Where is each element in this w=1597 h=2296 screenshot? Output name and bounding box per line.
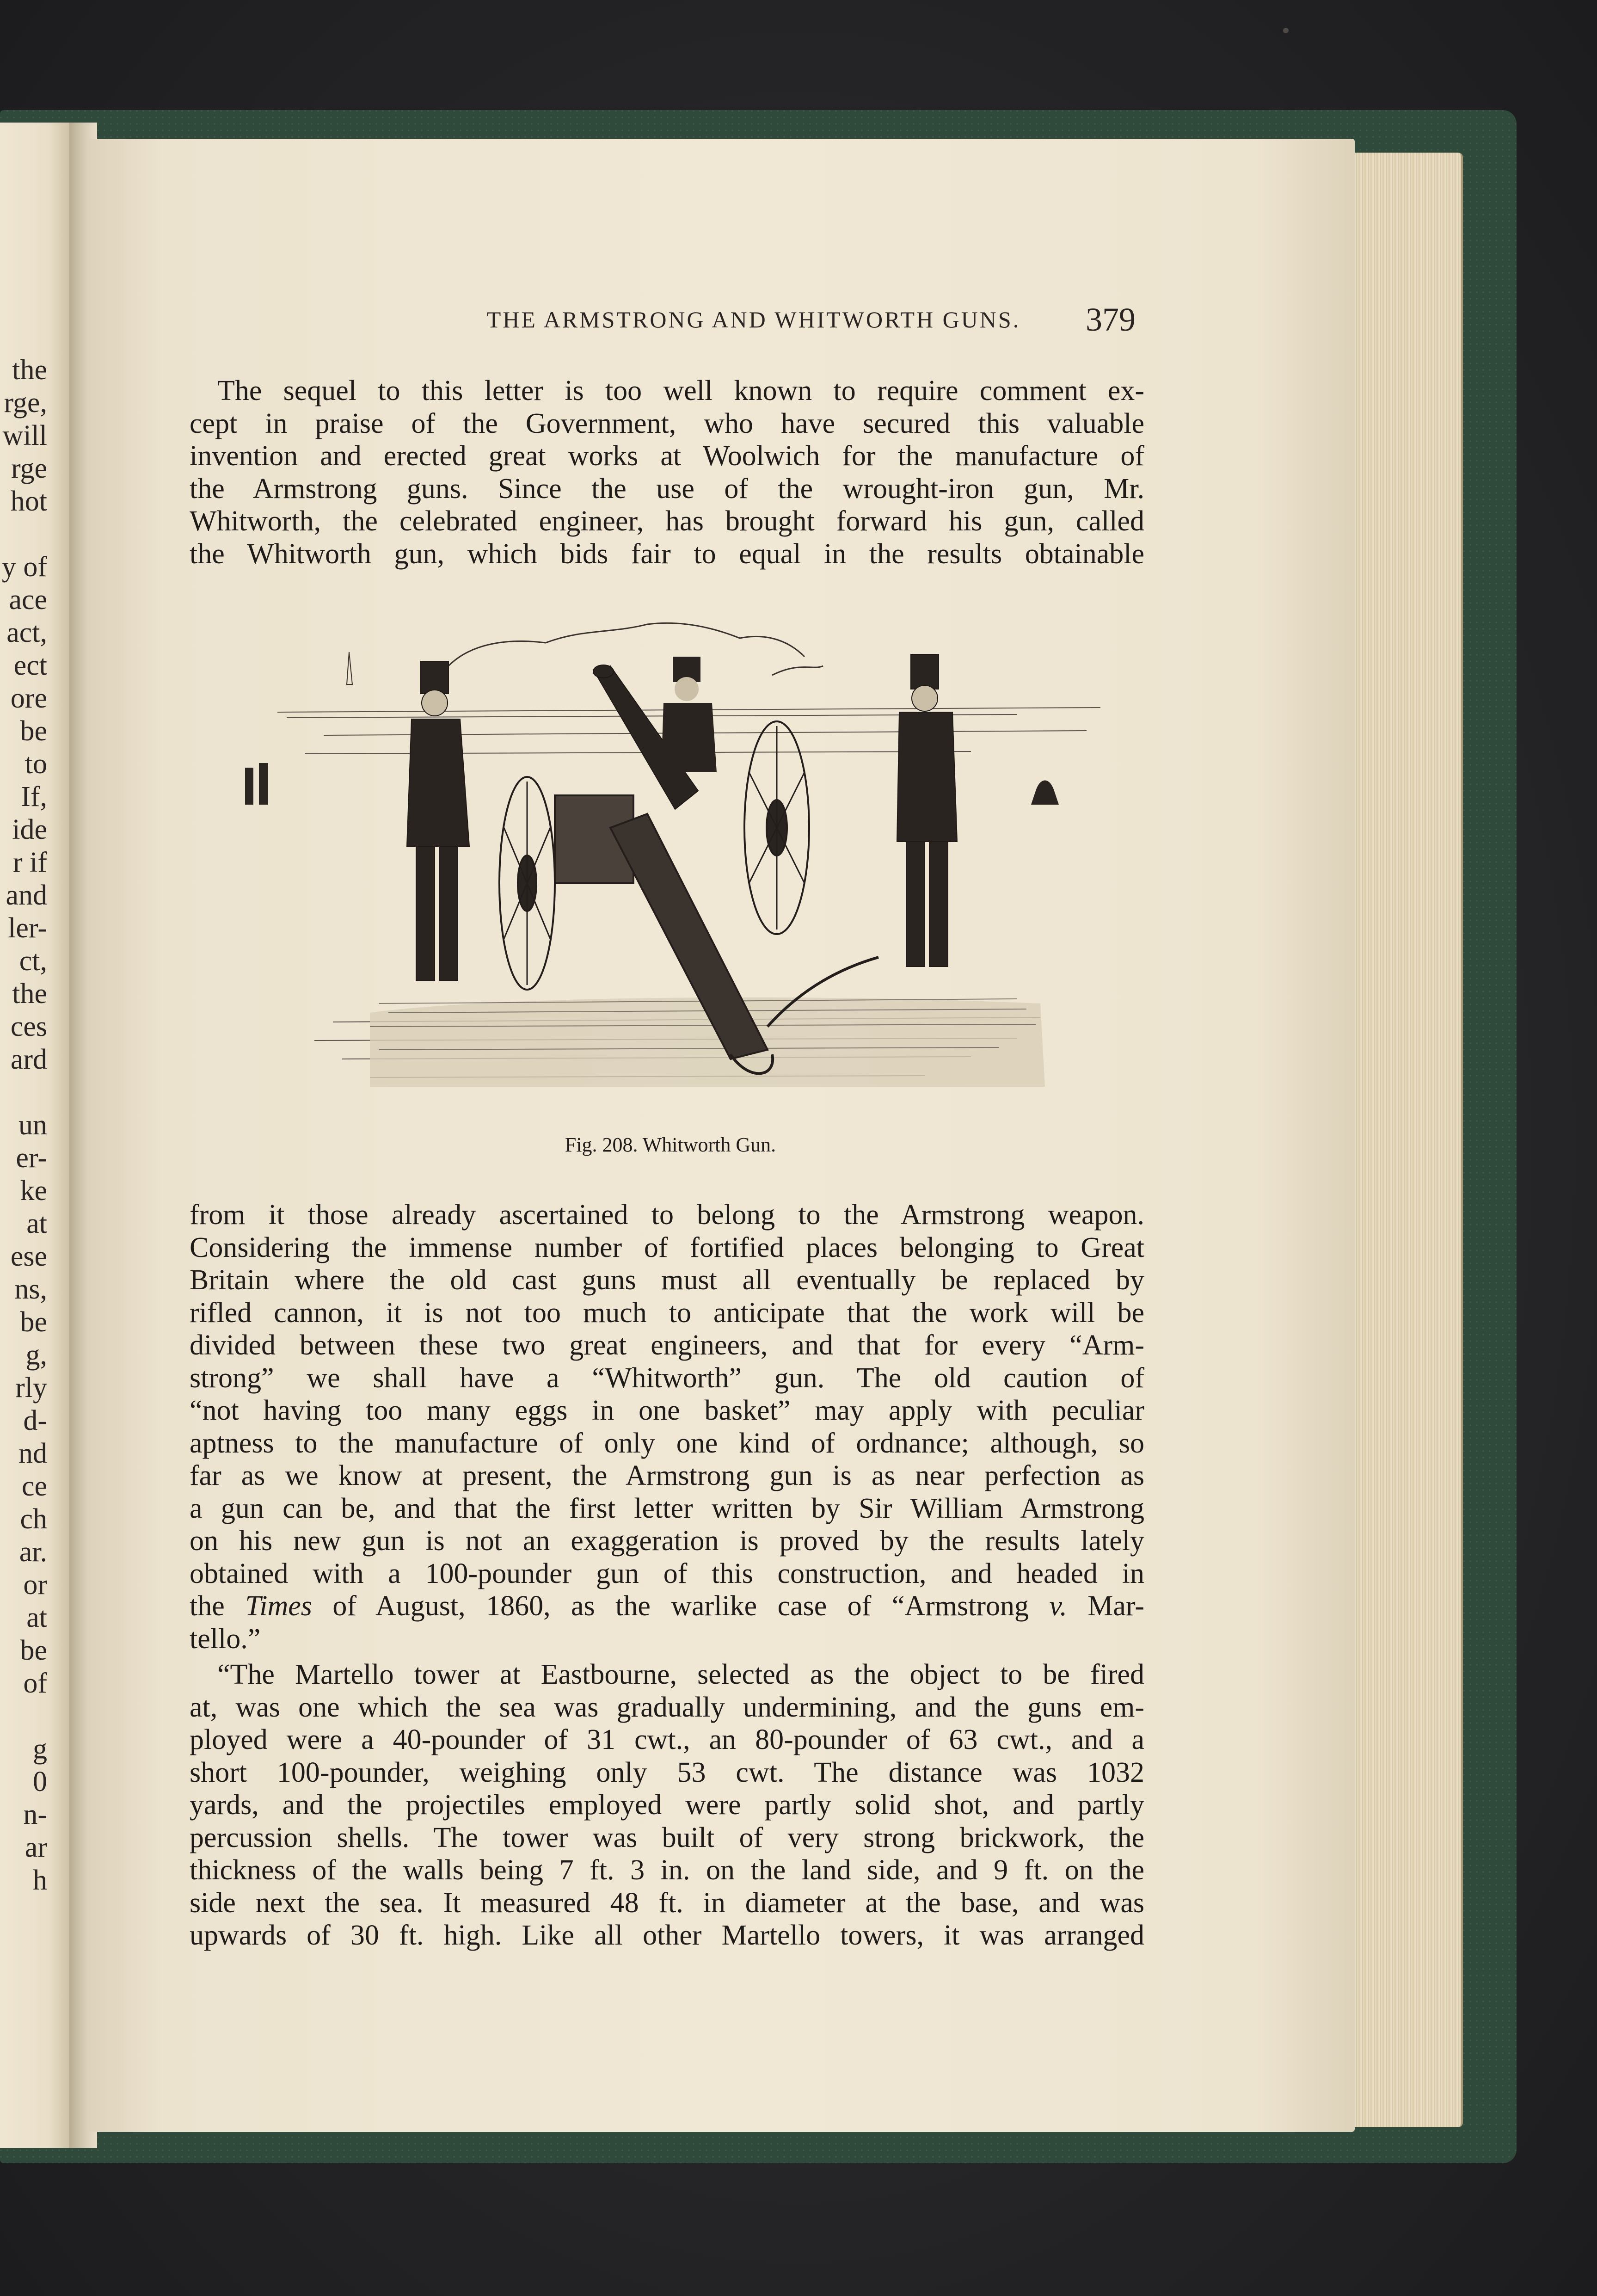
left-page-text-fragments [0,354,69,1897]
text-line: invention and erected great works at Woolwich for the manufacture of [190,440,1144,472]
left-page-fragment: or [23,1569,47,1600]
text-line: the Armstrong guns. Since the use of the wrought-iron gun, Mr. [190,473,1144,505]
left-page-fragment: un [18,1109,47,1141]
text-line: the Whitworth gun, which bids fair to equal in the results obtainable [190,538,1144,570]
text-line: obtained with a 100-pounder gun of this construction, and headed in [190,1557,1144,1589]
text-line: The sequel to this letter is too well known to require comment ex- [217,375,1144,406]
left-page-fragment: be [20,1306,47,1338]
text-line: far as we know at present, the Armstrong gun is as near perfection as [190,1460,1144,1491]
figure-illustration [231,597,1110,1101]
left-page-fragment: to [25,748,47,780]
left-page-fragment: the [12,354,47,386]
text-line: “The Martello tower at Eastbourne, selected as the object to be fired [217,1659,1144,1690]
text-line: upwards of 30 ft. high. Like all other Martello towers, it was arranged [190,1920,1144,1951]
page-number: 379 [1086,301,1136,338]
officer-right [897,654,957,966]
left-page-fragment: g [33,1733,47,1765]
left-page-fragment: ar. [19,1536,47,1568]
running-head: THE ARMSTRONG AND WHITWORTH GUNS. [486,307,1021,332]
text-fragment: Mar- [1087,1590,1144,1622]
left-page-fragment: ct, [19,945,47,977]
left-page-fragment: ide [12,814,47,845]
text-line: Whitworth, the celebrated engineer, has brought forward his gun, called [190,505,1144,537]
gunner-seated [661,657,717,772]
text-line: side next the sea. It measured 48 ft. in diameter at the base, and was [190,1887,1144,1919]
text-line: thickness of the walls being 7 ft. 3 in. on the land side, and 9 ft. on the [190,1854,1144,1886]
left-page-fragment: at [26,1602,47,1633]
text-line: Considering the immense number of fortified places belonging to Great [190,1231,1144,1263]
left-page-fragment: nd [18,1438,47,1469]
left-page-fragment: ese [10,1241,47,1272]
left-page-fragment: at [26,1208,47,1239]
left-page-fragment: and [6,880,47,911]
left-page-fragment: d- [23,1405,47,1436]
text-line: divided between these two great engineers, and that for every “Arm- [190,1330,1144,1361]
left-page-fragment: rge [11,453,47,484]
text-line: rifled cannon, it is not too much to anticipate that the work will be [190,1297,1144,1329]
left-page-fragment: ces [10,1011,47,1042]
left-page-fragment: rge, [4,387,47,419]
left-page-fragment: er- [16,1142,47,1174]
text-line: on his new gun is not an exaggeration is proved by the results lately [190,1525,1144,1557]
left-page-fragment: ard [10,1044,47,1075]
left-page-fragment: ce [21,1471,47,1502]
left-page-fragment: ler- [8,912,47,944]
text-line: cept in praise of the Government, who have secured this valuable [190,407,1144,439]
text-line-times [190,1590,1144,1623]
paragraph-2 [190,1199,1144,1655]
left-page-fragment: the [12,978,47,1010]
left-page-fragment: h [33,1865,47,1896]
figure-caption: Fig. 208. Whitworth Gun. [565,1133,776,1156]
whitworth-gun-engraving [231,597,1110,1101]
left-page-fragment [0,1076,69,1109]
left-page-fragment: be [20,1635,47,1666]
left-page-fragment: will [2,420,47,451]
text-line: “not having too many eggs in one basket” may apply with peculiar [190,1395,1144,1426]
left-page-fragment: y of [1,551,47,583]
left-page-fragment: ke [20,1175,47,1206]
left-page-fragment: rly [15,1372,47,1403]
left-page-fragment: g, [25,1339,47,1371]
paragraph-3 [190,1658,1144,1952]
text-line: percussion shells. The tower was built of very strong brickwork, the [190,1822,1144,1853]
dust-speck [1283,28,1289,33]
left-page [0,123,69,2148]
left-page-fragment: of [23,1668,47,1699]
text-line: from it those already ascertained to belong to the Armstrong weapon. [190,1199,1144,1231]
text-line: Britain where the old cast guns must all eventually be replaced by [190,1264,1144,1296]
left-page-fragment: n- [23,1799,47,1830]
text-line: yards, and the projectiles employed were partly solid shot, and partly [190,1789,1144,1821]
left-page-fragment: ace [9,584,47,616]
left-page-fragment: 0 [33,1766,47,1797]
left-page-fragment: If, [21,781,47,813]
italic-versus: v. [1049,1590,1067,1622]
paragraph-1 [190,375,1144,570]
left-page-fragment: ect [13,650,47,681]
text-line: tello.” [190,1623,261,1655]
officer-left [407,661,469,980]
text-line: aptness to the manufacture of only one kind of ordnance; although, so [190,1427,1144,1459]
left-page-fragment: ar [25,1832,47,1863]
text-fragment: the [190,1590,225,1622]
left-page-fragment: ns, [14,1274,47,1305]
left-page-fragment [0,1700,69,1733]
italic-times: Times [245,1590,312,1622]
left-page-fragment [0,518,69,551]
left-page-fragment: act, [6,617,47,648]
text-line: short 100-pounder, weighing only 53 cwt. The distance was 1032 [190,1756,1144,1788]
left-page-fragment: be [20,715,47,747]
text-line: strong” we shall have a “Whitworth” gun. The old caution of [190,1362,1144,1394]
text-line: at, was one which the sea was gradually undermining, and the guns em- [190,1691,1144,1723]
text-line: a gun can be, and that the first letter written by Sir William Armstrong [190,1492,1144,1524]
left-page-fragment: ch [20,1503,47,1535]
text-line: ployed were a 40-pounder of 31 cwt., an 80-pounder of 63 cwt., and a [190,1724,1144,1755]
text-fragment: of August, 1860, as the warlike case of “Armstrong [332,1590,1029,1622]
left-page-fragment: ore [10,683,47,714]
left-page-fragment: hot [10,486,47,517]
left-page-fragment: r if [12,847,47,878]
